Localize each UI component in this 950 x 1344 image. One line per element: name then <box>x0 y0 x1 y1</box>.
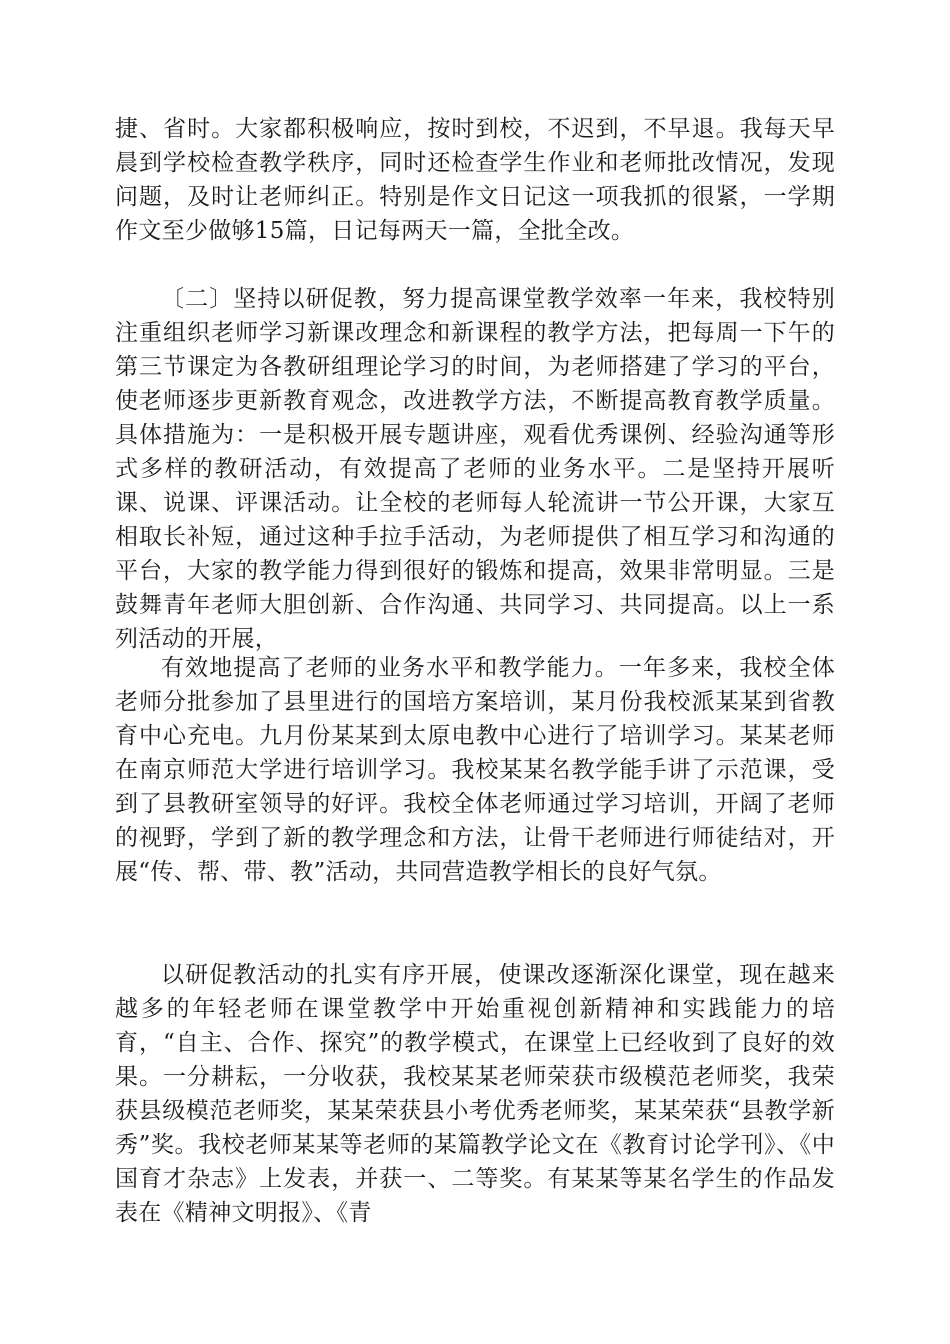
paragraph-teaching-research: 〔二〕坚持以研促教，努力提高课堂教学效率一年来，我校特别注重组织老师学习新课改理念和新课程的教学方法，把每周一下午的第三节课定为各教研组理论学习的时间，为老师搭建了学习的平台，使老师逐步更新教育观念，改进教学方法，不断提高教育教学质量。具体措施为：一是积极开展专题讲座，观看优秀课例、经验沟通等形式多样的教研活动，有效提高了老师的业务水平。二是坚持开展听课、说课、评课活动。让全校的老师每人轮流讲一节公开课，大家互相取长补短，通过这种手拉手活动，为老师提供了相互学习和沟通的平台，大家的教学能力得到很好的锻炼和提高，效果非常明显。三是鼓舞青年老师大胆创新、合作沟通、共同学习、共同提高。以上一系列活动的开展， <box>115 286 835 652</box>
paragraph-teacher-training: 有效地提高了老师的业务水平和教学能力。一年多来，我校全体老师分批参加了县里进行的国培方案培训，某月份我校派某某到省教育中心充电。九月份某某到太原电教中心进行了培训学习。某某老师在南京师范大学进行培训学习。我校某某名教学能手讲了示范课，受到了县教研室领导的好评。我校全体老师通过学习培训，开阔了老师的视野，学到了新的教学理念和方法，让骨干老师进行师徒结对，开展“传、帮、带、教”活动，共同营造教学相长的良好气氛。 <box>115 655 835 885</box>
paragraph-achievements: 以研促教活动的扎实有序开展，使课改逐渐深化课堂，现在越来越多的年轻老师在课堂教学中开始重视创新精神和实践能力的培育，“自主、合作、探究”的教学模式，在课堂上已经收到了良好的效果。一分耕耘，一分收获，我校某某老师荣获市级模范老师奖，我荣获县级模范老师奖，某某荣获县小考优秀老师奖，某某荣获“县教学新秀”奖。我校老师某某等老师的某篇教学论文在《教育讨论学刊》、《中国育才杂志》上发表，并获一、二等奖。有某某等某名学生的作品发表在《精神文明报》、《青 <box>115 962 835 1226</box>
paragraph-continuation: 捷、省时。大家都积极响应，按时到校，不迟到，不早退。我每天早晨到学校检查教学秩序，同时还检查学生作业和老师批改情况，发现问题，及时让老师纠正。特别是作文日记这一项我抓的很紧，一学期作文至少做够15篇，日记每两天一篇，全批全改。 <box>115 116 835 244</box>
